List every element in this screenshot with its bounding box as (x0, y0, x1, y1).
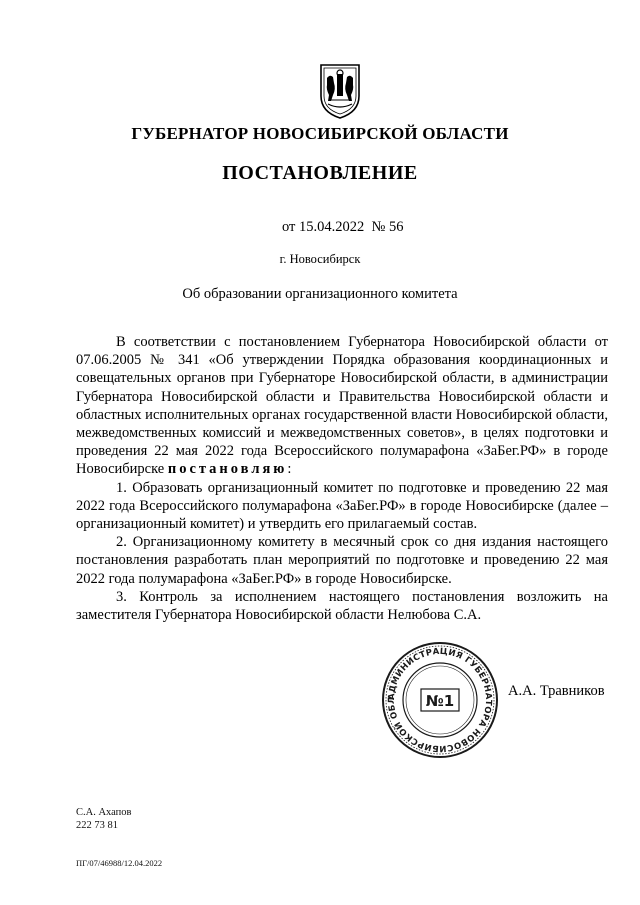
resolve-colon: : (287, 461, 292, 478)
executor-name: С.А. Ахапов (76, 807, 132, 818)
document-registration-code: ПГ/07/46988/12.04.2022 (76, 858, 163, 868)
signer-name: А.А. Травников (508, 683, 605, 699)
document-subject: Об образовании организационного комитета (182, 286, 458, 302)
item-3-paragraph: 3. Контроль за исполнением настоящего постановления возложить на заместителя Губернатора Новосибирской области Нелюбова С.А. (76, 588, 608, 624)
official-seal (381, 641, 499, 759)
executor-phone: 222 73 81 (76, 820, 118, 831)
item-2-paragraph: 2. Организационному комитету в месячный срок со дня издания настоящего постановления разработать план мероприятий по подготовке и проведению 22 мая 2022 года полумарафона «ЗаБег.РФ» в городе Новосибирске. (76, 534, 608, 587)
coat-of-arms-icon (318, 62, 362, 120)
resolve-word: постановляю (167, 461, 288, 478)
preamble-text: В соответствии с постановлением Губернатора Новосибирской области от 07.06.2005 № 341 «Об утверждении Порядка образования координационных и совещательных органов при Губернаторе Новосибирской области, в администрации Губернатора Новосибирской области и Правительства Новосибирской области и областных исполнительных органах государственной власти Новосибирской области, межведомственных комиссий и межведомственных советов», в целях подготовки и проведения 22 мая 2022 года Всероссийского полумарафона «ЗаБег.РФ» в городе Новосибирске (76, 334, 608, 478)
document-city: г. Новосибирск (279, 252, 361, 266)
item-1-paragraph: 1. Образовать организационный комитет по подготовке и проведению 22 мая 2022 года Всероссийского полумарафона «ЗаБег.РФ» в городе Новосибирске (далее – организационный комитет) и утвердить его прилагаемый состав. (76, 479, 608, 533)
document-date-number: от 15.04.2022 № 56 (282, 219, 404, 235)
preamble-paragraph (76, 333, 608, 479)
document-type: ПОСТАНОВЛЕНИЕ (222, 162, 418, 184)
document-body (76, 333, 608, 624)
seal-ring-text: АДМИНИСТРАЦИЯ ГУБЕРНАТОРА НОВОСИБИРСКОЙ ОБЛ (386, 646, 494, 754)
authority-title: ГУБЕРНАТОР НОВОСИБИРСКОЙ ОБЛАСТИ (131, 124, 509, 143)
executor-block (76, 806, 132, 832)
seal-number: №1 (425, 692, 455, 710)
